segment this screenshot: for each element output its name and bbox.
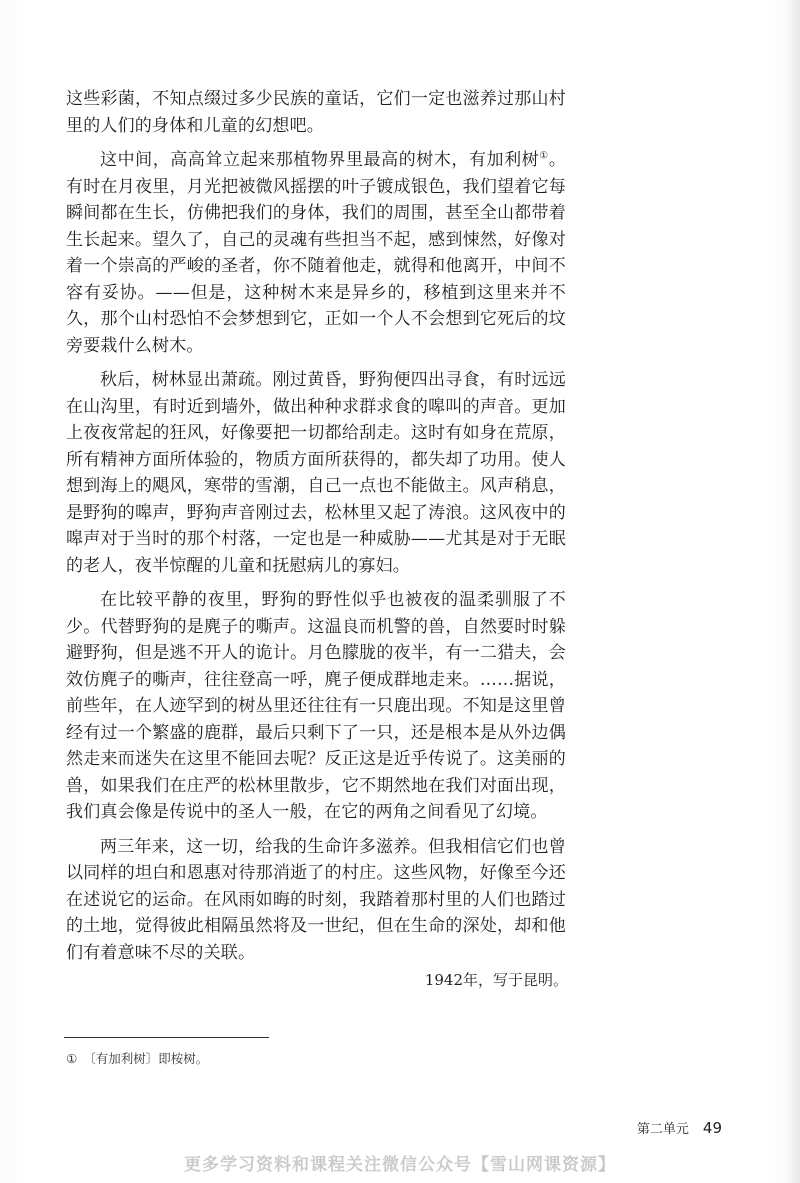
footnote-reference: ① bbox=[539, 150, 549, 162]
date-signoff: 1942年，写于昆明。 bbox=[424, 971, 568, 989]
paragraph-4: 在比较平静的夜里，野狗的野性似乎也被夜的温柔驯服了不少。代替野狗的是麂子的嘶声。这温良而机警的兽，自然要时时躲避野狗，但是逃不开人的诡计。月色朦胧的夜半，有一二猎夫，会效仿麂子的嘶声，往往登高一呼，麂子便成群地走来。……据说，前些年，在人迹罕到的树丛里还往往有一只鹿出现。不知是这里曾经有过一个繁盛的鹿群，最后只剩下了一只，还是根本是从外边偶然走来而迷失在这里不能回去呢？反正这是近乎传说了。这美丽的兽，如果我们在庄严的松林里散步，它不期然地在我们对面出现，我们真会像是传说中的圣人一般，在它的两角之间看见了幻境。 bbox=[66, 590, 566, 822]
paragraph-2-rest: 有时在月夜里，月光把被微风摇摆的叶子镀成银色，我们望着它每瞬间都在生长，仿佛把我们的身体，我们的周围，甚至全山都带着生长起来。望久了，自己的灵魂有些担当不起，感到悚然，好像对着一个崇高的严峻的圣者，你不随着他走，就得和他离开，中间不容有妥协。——但是，这种树木来是异乡的，移植到这里来并不久，那个山村恐怕不会梦想到它，正如一个人不会想到它死后的坟旁要栽什么树木。 bbox=[66, 176, 566, 356]
watermark: 更多学习资料和课程关注微信公众号【雪山网课资源】 bbox=[184, 1155, 616, 1175]
article-body bbox=[66, 86, 566, 974]
paragraph-1: 这些彩菌，不知点缀过多少民族的童话，它们一定也滋养过那山村里的人们的身体和儿童的幻想吧。 bbox=[66, 89, 566, 136]
page-footer bbox=[637, 1118, 722, 1137]
paragraph-2: 这中间，高高耸立起来那植物界里最高的树木，有加利树①。有时在月夜里，月光把被微风摇摆的叶子镀成银色，我们望着它每瞬间都在生长，仿佛把我们的身体，我们的周围，甚至全山都带着生长起来。望久了，自己的灵魂有些担当不起，感到悚然，好像对着一个崇高的严峻的圣者，你不随着他走，就得和他离开，中间不容有妥协。——但是，这种树木来是异乡的，移植到这里来并不久，那个山村恐怕不会梦想到它，正如一个人不会想到它死后的坟旁要栽什么树木。 bbox=[66, 150, 567, 356]
paragraph-5: 两三年来，这一切，给我的生命许多滋养。但我相信它们也曾以同样的坦白和恩惠对待那消逝了的村庄。这些风物，好像至今还在述说它的运命。在风雨如晦的时刻，我踏着那村里的人们也踏过的土地，觉得彼此相隔虽然将及一世纪，但在生命的深处，却和他们有着意味不尽的关联。 bbox=[66, 836, 566, 963]
footnote-text: 〔有加利树〕即桉树。 bbox=[83, 1051, 209, 1066]
footnote-number: ① bbox=[66, 1051, 78, 1066]
page-edge-shadow bbox=[786, 0, 800, 1183]
footnote bbox=[66, 1050, 208, 1068]
paragraph-3: 秋后，树林显出萧疏。刚过黄昏，野狗便四出寻食，有时远远在山沟里，有时近到墙外，做出种种求群求食的嗥叫的声音。更加上夜夜常起的狂风，好像要把一切都给刮走。这时有如身在荒原，所有精神方面所体验的，物质方面所获得的，都失却了功用。使人想到海上的飓风，寒带的雪潮，自己一点也不能做主。风声稍息，是野狗的嗥声，野狗声音刚过去，松林里又起了涛浪。这风夜中的嗥声对于当时的那个村落，一定也是一种威胁——尤其是对于无眠的老人，夜半惊醒的儿童和抚慰病儿的寡妇。 bbox=[66, 370, 566, 576]
footnote-divider bbox=[64, 1037, 269, 1038]
paragraph-2-lead: 这中间，高高耸立起来那植物界里最高的树木，有加利树 bbox=[100, 150, 540, 170]
page-number: 49 bbox=[702, 1119, 722, 1137]
unit-label: 第二单元 bbox=[636, 1122, 689, 1137]
